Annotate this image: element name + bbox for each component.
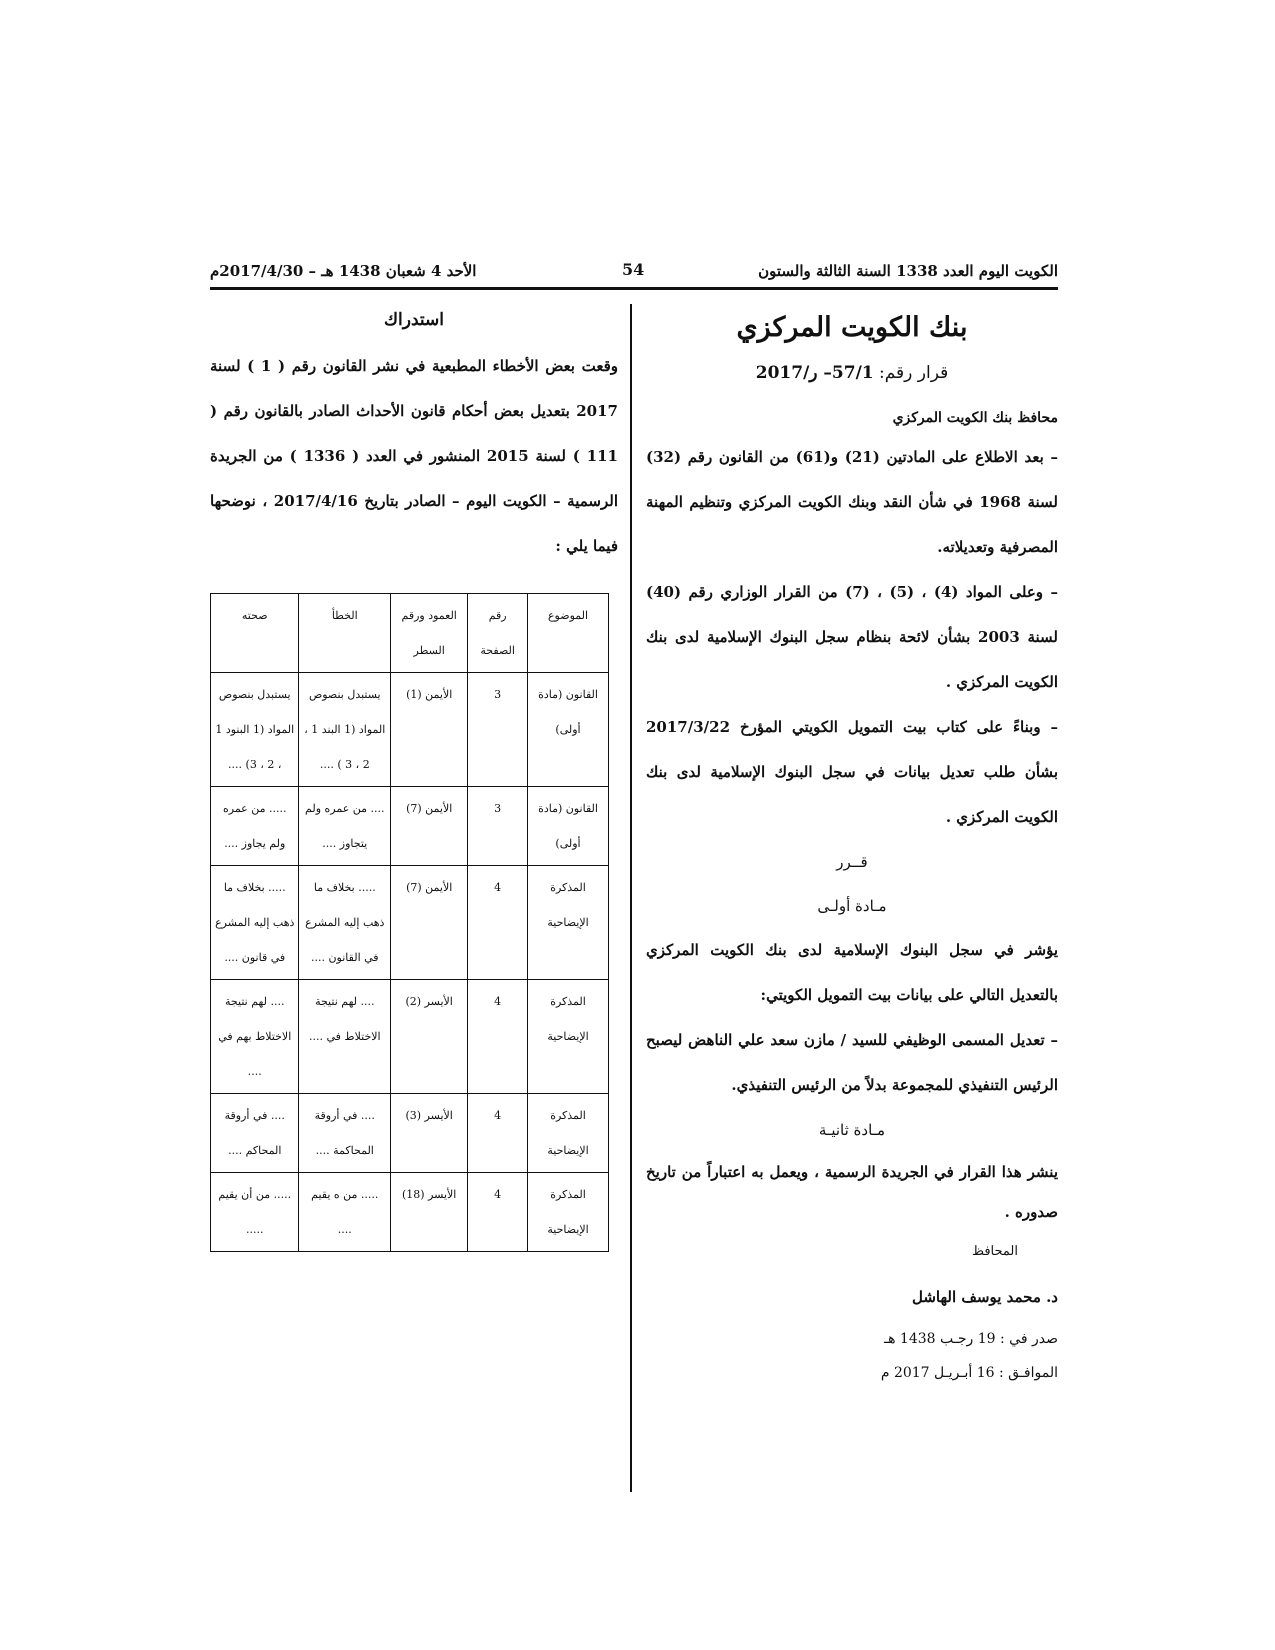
decided-heading: قــرر	[836, 853, 868, 871]
header-error: الخطأ	[299, 594, 391, 673]
table-row	[211, 787, 609, 866]
cell-error: .... من عمره ولم يتجاوز ....	[299, 787, 391, 866]
table-row	[211, 1173, 609, 1252]
table-row	[211, 980, 609, 1094]
article-1-heading: مـادة أولـى	[817, 897, 887, 915]
issuer-line: محافظ بنك الكويت المركزي	[892, 410, 1058, 426]
cell-correction: ..... من عمره ولم يجاوز ....	[211, 787, 299, 866]
cell-error: ..... بخلاف ما ذهب إليه المشرع في القانون ....	[299, 866, 391, 980]
cell-page: 4	[468, 1094, 528, 1173]
bank-title: بنك الكويت المركزي	[736, 312, 968, 343]
cell-correction: .... لهم نتيجة الاختلاط بهم في ....	[211, 980, 299, 1094]
cell-subject: القانون (مادة أولى)	[528, 673, 609, 787]
issued-hijri: صدر في : 19 رجـب 1438 هـ	[883, 1331, 1058, 1347]
cell-error: يستبدل بنصوص المواد (1 البند 1 ، 2 ، 3 ) ....	[299, 673, 391, 787]
table-row	[211, 866, 609, 980]
decision-column	[646, 300, 1058, 1390]
header-page: رقم الصفحة	[468, 594, 528, 673]
cell-page: 4	[468, 1173, 528, 1252]
page-header	[210, 262, 1058, 286]
column-divider	[630, 304, 632, 1492]
article-2-heading: مـادة ثانيـة	[818, 1121, 886, 1139]
cell-page: 3	[468, 787, 528, 866]
article-1-text: يؤشر في سجل البنوك الإسلامية لدى بنك الكويت المركزي بالتعديل التالي على بيانات بيت التمويل الكويتي:	[646, 941, 1058, 1004]
preamble-para-2: – وعلى المواد (4) ، (5) ، (7) من القرار الوزاري رقم (40) لسنة 2003 بشأن لائحة بنظام سجل البنوك الإسلامية لدى بنك الكويت المركزي .	[646, 583, 1058, 691]
cell-correction: يستبدل بنصوص المواد (1 البنود 1 ، 2 ، 3) ....	[211, 673, 299, 787]
article-1-item: – تعديل المسمى الوظيفي للسيد / مازن سعد علي الناهض ليصبح الرئيس التنفيذي للمجموعة بدلاً من الرئيس التنفيذي.	[646, 1031, 1058, 1094]
decision-label: قرار رقم:	[879, 363, 949, 383]
issued-gregorian: الموافـق : 16 أبـريـل 2017 م	[880, 1365, 1058, 1381]
cell-correction: .... في أروقة المحاكم ....	[211, 1094, 299, 1173]
cell-error: .... في أروقة المحاكمة ....	[299, 1094, 391, 1173]
header-column-line: العمود ورقم السطر	[391, 594, 468, 673]
cell-column-line: الأيسر (3)	[391, 1094, 468, 1173]
cell-error: ..... من ه يقيم ....	[299, 1173, 391, 1252]
cell-subject: القانون (مادة أولى)	[528, 787, 609, 866]
cell-subject: المذكرة الإيضاحية	[528, 866, 609, 980]
header-rule	[210, 287, 1058, 290]
header-subject: الموضوع	[528, 594, 609, 673]
cell-column-line: الأيسر (18)	[391, 1173, 468, 1252]
cell-subject: المذكرة الإيضاحية	[528, 980, 609, 1094]
cell-column-line: الأيسر (2)	[391, 980, 468, 1094]
decision-number-line	[646, 363, 1058, 383]
decision-number: 57/1– ر/2017	[755, 363, 874, 383]
cell-page: 4	[468, 980, 528, 1094]
table-row	[211, 673, 609, 787]
cell-subject: المذكرة الإيضاحية	[528, 1173, 609, 1252]
table-header-row	[211, 594, 609, 673]
cell-column-line: الأيمن (1)	[391, 673, 468, 787]
governor-label: المحافظ	[972, 1244, 1018, 1259]
header-publication: الكويت اليوم العدد 1338 السنة الثالثة والستون	[758, 262, 1058, 280]
cell-column-line: الأيمن (7)	[391, 866, 468, 980]
cell-error: .... لهم نتيجة الاختلاط في ....	[299, 980, 391, 1094]
corrections-table	[210, 593, 609, 1252]
header-correction: صحته	[211, 594, 299, 673]
cell-correction: ..... من أن يقيم .....	[211, 1173, 299, 1252]
correction-title: استدراك	[384, 310, 444, 330]
header-page-number: 54	[622, 260, 645, 279]
cell-correction: ..... بخلاف ما ذهب إليه المشرع في قانون ....	[211, 866, 299, 980]
cell-page: 3	[468, 673, 528, 787]
header-date: الأحد 4 شعبان 1438 هـ – 2017/4/30م	[210, 262, 477, 280]
preamble-para-1: – بعد الاطلاع على المادتين (21) و(61) من القانون رقم (32) لسنة 1968 في شأن النقد وبنك الكويت المركزي وتنظيم المهنة المصرفية وتعديلاته.	[646, 448, 1058, 556]
cell-column-line: الأيمن (7)	[391, 787, 468, 866]
correction-column	[210, 300, 618, 569]
cell-page: 4	[468, 866, 528, 980]
cell-subject: المذكرة الإيضاحية	[528, 1094, 609, 1173]
table-row	[211, 1094, 609, 1173]
article-2-text: ينشر هذا القرار في الجريدة الرسمية ، ويعمل به اعتباراً من تاريخ صدوره .	[646, 1163, 1058, 1221]
preamble-para-3: – وبناءً على كتاب بيت التمويل الكويتي المؤرخ 2017/3/22 بشأن طلب تعديل بيانات في سجل البنوك الإسلامية لدى بنك الكويت المركزي .	[646, 718, 1058, 826]
governor-name: د. محمد يوسف الهاشل	[911, 1288, 1058, 1306]
correction-paragraph: وقعت بعض الأخطاء المطبعية في نشر القانون رقم ( 1 ) لسنة 2017 بتعديل بعض أحكام قانون الأحداث الصادر بالقانون رقم ( 111 ) لسنة 2015 المنشور في العدد ( 1336 ) من الجريدة الرسمية – الكويت اليوم – الصادر بتاريخ 2017/4/16 ، نوضحها فيما يلي :	[210, 357, 618, 555]
